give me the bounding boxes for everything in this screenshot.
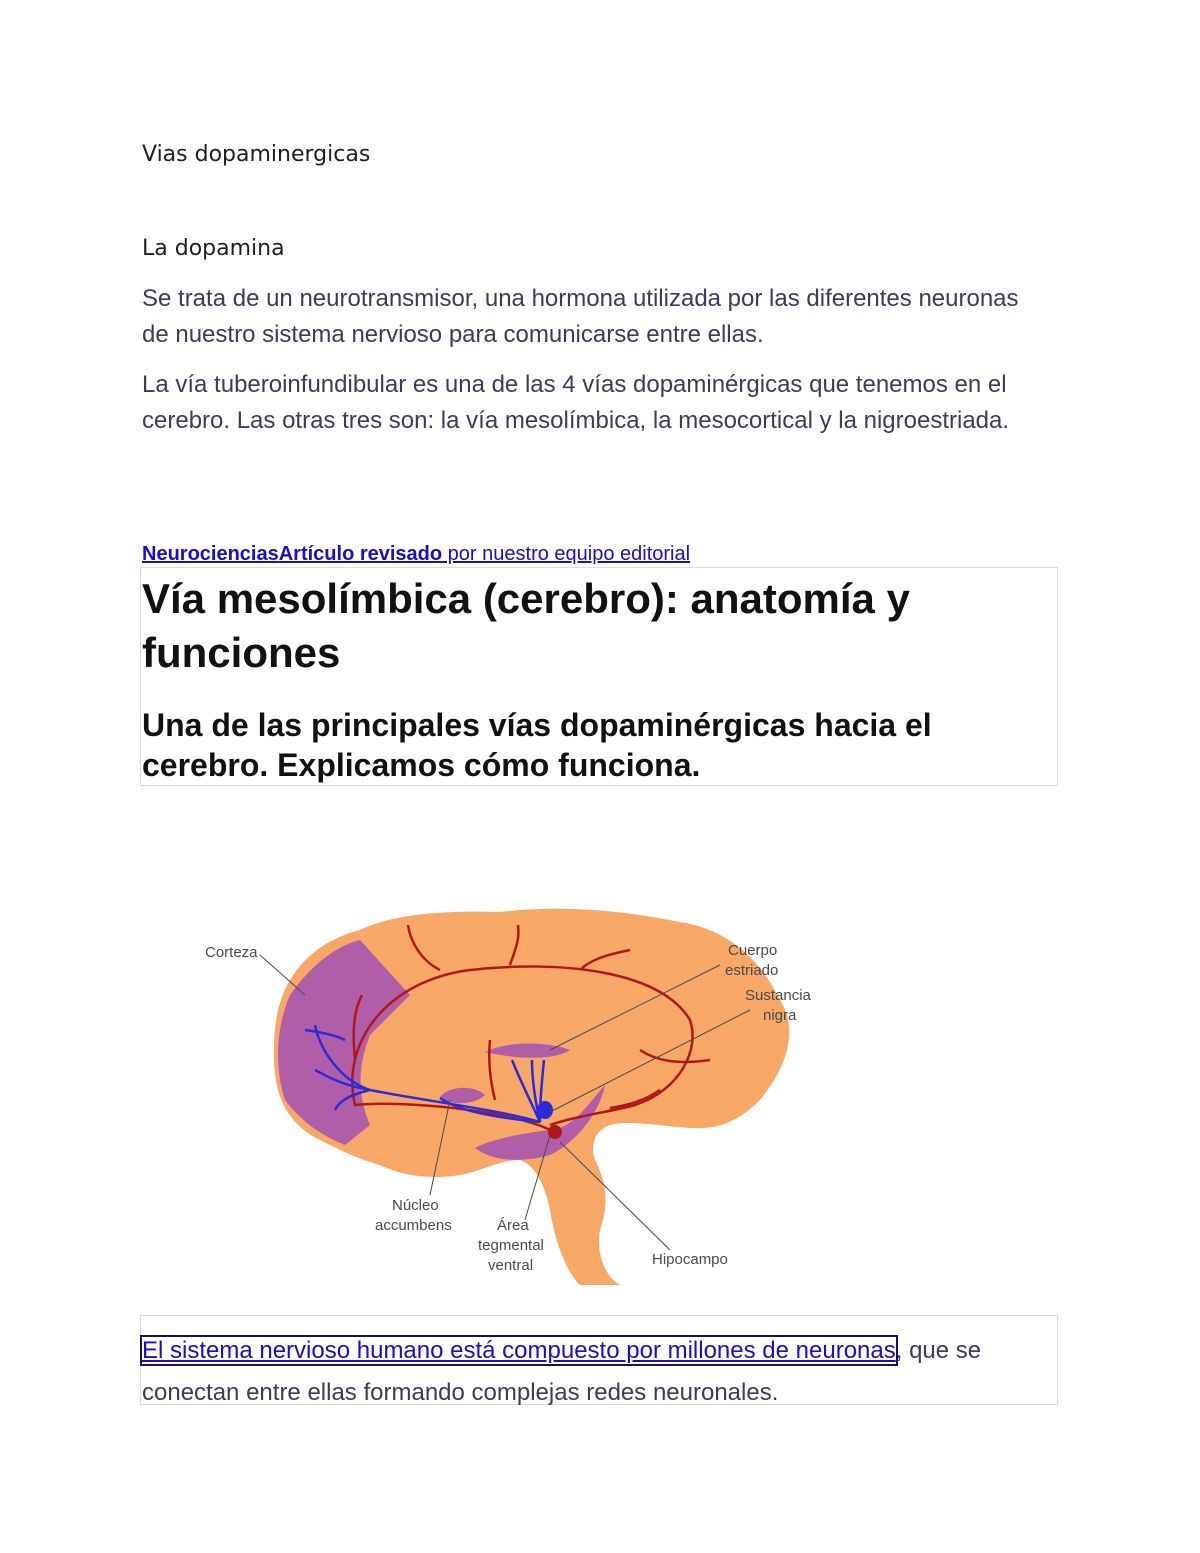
label-accumbens: accumbens: [375, 1217, 452, 1234]
ventral-tegmental-area-nucleus: [548, 1125, 562, 1139]
breadcrumb-category-link[interactable]: Neurociencias: [142, 543, 279, 565]
label-area: Área: [497, 1217, 529, 1234]
breadcrumb: [142, 543, 690, 566]
substantia-nigra-nucleus: [537, 1101, 553, 1119]
label-estriado: estriado: [725, 962, 779, 979]
section-heading: La dopamina: [142, 236, 285, 261]
paragraph-pathways: La vía tuberoinfundibular es una de las 4 vías dopaminérgicas que tenemos en el cerebro. Las otras tres son: la vía mesolímbica, la mesocortical y la nigroestriada.: [142, 371, 1010, 434]
breadcrumb-reviewed-link[interactable]: Artículo revisado: [278, 543, 443, 565]
paragraph-dopamine: Se trata de un neurotransmisor, una hormona utilizada por las diferentes neuronas de nuestro sistema nervioso para comunicarse entre ellas.: [142, 285, 1019, 348]
neurons-link[interactable]: El sistema nervioso humano está compuesto por millones de neuronas: [142, 1337, 896, 1364]
document-title: Vias dopaminergicas: [142, 142, 371, 167]
label-corteza: Corteza: [205, 944, 258, 961]
article-subtitle: Una de las principales vías dopaminérgicas hacia el cerebro. Explicamos cómo funciona.: [142, 707, 932, 783]
footer-paragraph: [142, 1330, 1047, 1414]
label-ventral: ventral: [488, 1257, 534, 1274]
label-nigra: nigra: [763, 1007, 797, 1024]
label-hipocampo: Hipocampo: [652, 1251, 728, 1268]
mesolimbic-pathway-diagram: [140, 860, 1060, 1290]
breadcrumb-editorial-link[interactable]: por nuestro equipo editorial: [442, 543, 691, 565]
label-cuerpo: Cuerpo: [728, 942, 778, 959]
label-nucleo: Núcleo: [392, 1197, 439, 1214]
label-sustancia: Sustancia: [745, 987, 811, 1004]
article-title: Vía mesolímbica (cerebro): anatomía y funciones: [142, 575, 910, 676]
footer-text: , que se conectan entre ellas formando complejas redes neuronales.: [142, 1337, 982, 1406]
label-tegmental: tegmental: [478, 1237, 544, 1254]
